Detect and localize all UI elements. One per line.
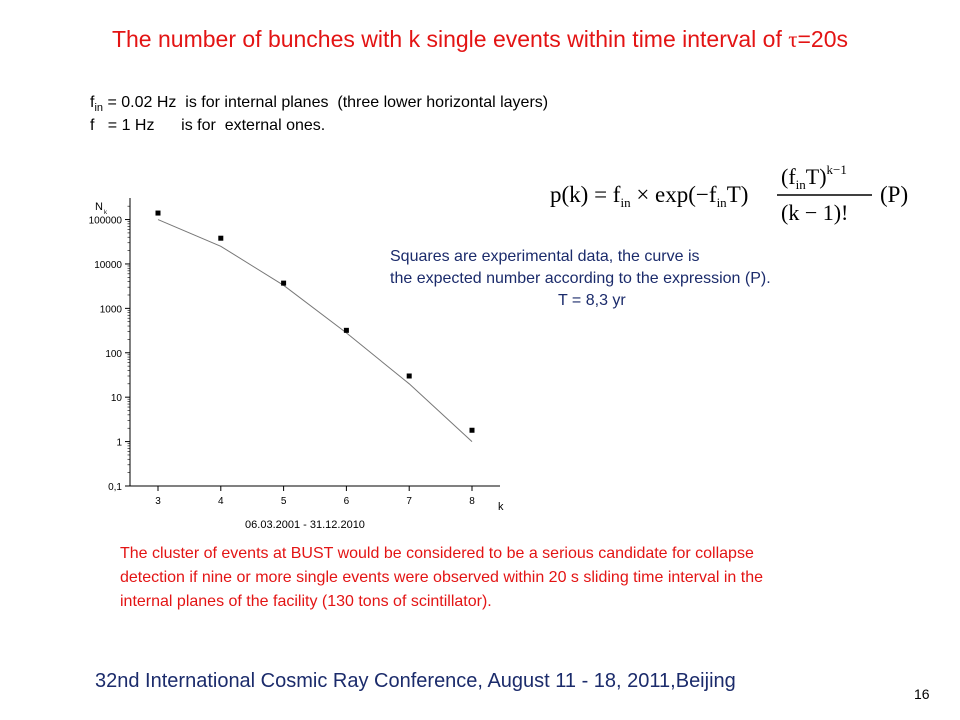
formula-num-close: T) xyxy=(805,164,827,189)
x-tick-label: 4 xyxy=(218,496,224,507)
formula-sub-1: in xyxy=(620,195,631,210)
y-axis-label: N xyxy=(95,201,103,213)
fit-layer xyxy=(158,220,472,442)
title-text: The number of bunches with k single events within time interval of xyxy=(111,26,789,52)
page-number: 16 xyxy=(914,686,930,702)
freq-external-text: f = 1 Hz is for external ones. xyxy=(90,117,326,134)
formula-sub-2: in xyxy=(716,195,727,210)
svg-text:p(k) = fin × exp(−finT) xyxy=(550,182,748,210)
x-axis-label: k xyxy=(498,501,504,513)
data-point-k4 xyxy=(218,236,223,241)
formula-label: (P) xyxy=(880,182,909,207)
desc-period: T = 8,3 yr xyxy=(558,292,626,309)
data-point-k7 xyxy=(407,373,412,378)
y-tick-label: 1000 xyxy=(99,304,122,316)
formula-lhs: p(k) = f xyxy=(550,182,621,207)
x-tick-label: 6 xyxy=(343,496,350,507)
axes-layer xyxy=(125,198,500,491)
formula-p xyxy=(550,162,920,226)
title-tail: =20s xyxy=(797,26,849,52)
formula-denominator: (k − 1)! xyxy=(781,200,849,225)
x-tick-label: 7 xyxy=(406,496,412,507)
x-tick-label: 8 xyxy=(469,496,475,507)
formula-sub-3: in xyxy=(795,177,806,192)
label-layer xyxy=(89,201,504,531)
svg-text:(finT)k−1 xyxy=(781,162,847,192)
data-point-k8 xyxy=(470,428,475,433)
formula-times: × exp(−f xyxy=(630,182,717,207)
y-tick-label: 100 xyxy=(105,348,122,360)
data-point-k5 xyxy=(281,281,286,286)
y-axis-label-sub: k xyxy=(104,210,107,216)
freq-internal-text: = 0.02 Hz is for internal planes (three lower horizontal layers) xyxy=(103,94,549,111)
desc-line-2: the expected number according to the expression (P). xyxy=(390,270,771,287)
formula-t-close: T) xyxy=(726,182,749,207)
slide-title xyxy=(0,26,960,53)
data-point-k6 xyxy=(344,328,349,333)
freq-subscript: in xyxy=(94,102,104,115)
desc-line-1: Squares are experimental data, the curve is xyxy=(390,248,700,265)
collapse-criterion-note: The cluster of events at BUST would be considered to be a serious candidate for collapse detection if nine or more single events were observed within 20 s sliding time interval in the internal planes of the facility (130 tons of scintillator). xyxy=(120,545,763,610)
formula-exponent: k−1 xyxy=(826,162,847,177)
chart-subtitle: 06.03.2001 - 31.12.2010 xyxy=(245,519,365,531)
x-tick-label: 5 xyxy=(280,496,287,507)
title-tau: τ xyxy=(788,27,798,52)
freq-internal-line xyxy=(90,94,548,114)
y-tick-label: 100000 xyxy=(88,215,122,227)
log-scatter-chart xyxy=(70,190,530,535)
x-tick-label: 3 xyxy=(155,496,161,507)
freq-external-line xyxy=(90,117,325,135)
y-tick-label: 1 xyxy=(116,437,122,449)
y-tick-label: 0,1 xyxy=(108,482,122,493)
freq-symbol: f xyxy=(90,94,95,111)
expected-curve xyxy=(158,220,472,442)
data-point-k3 xyxy=(156,211,161,216)
y-tick-label: 10000 xyxy=(94,259,122,271)
formula-num-open: (f xyxy=(781,164,796,189)
y-tick-label: 10 xyxy=(110,393,122,405)
conference-footer: 32nd International Cosmic Ray Conference, August 11 - 18, 2011,Beijing xyxy=(95,670,736,692)
